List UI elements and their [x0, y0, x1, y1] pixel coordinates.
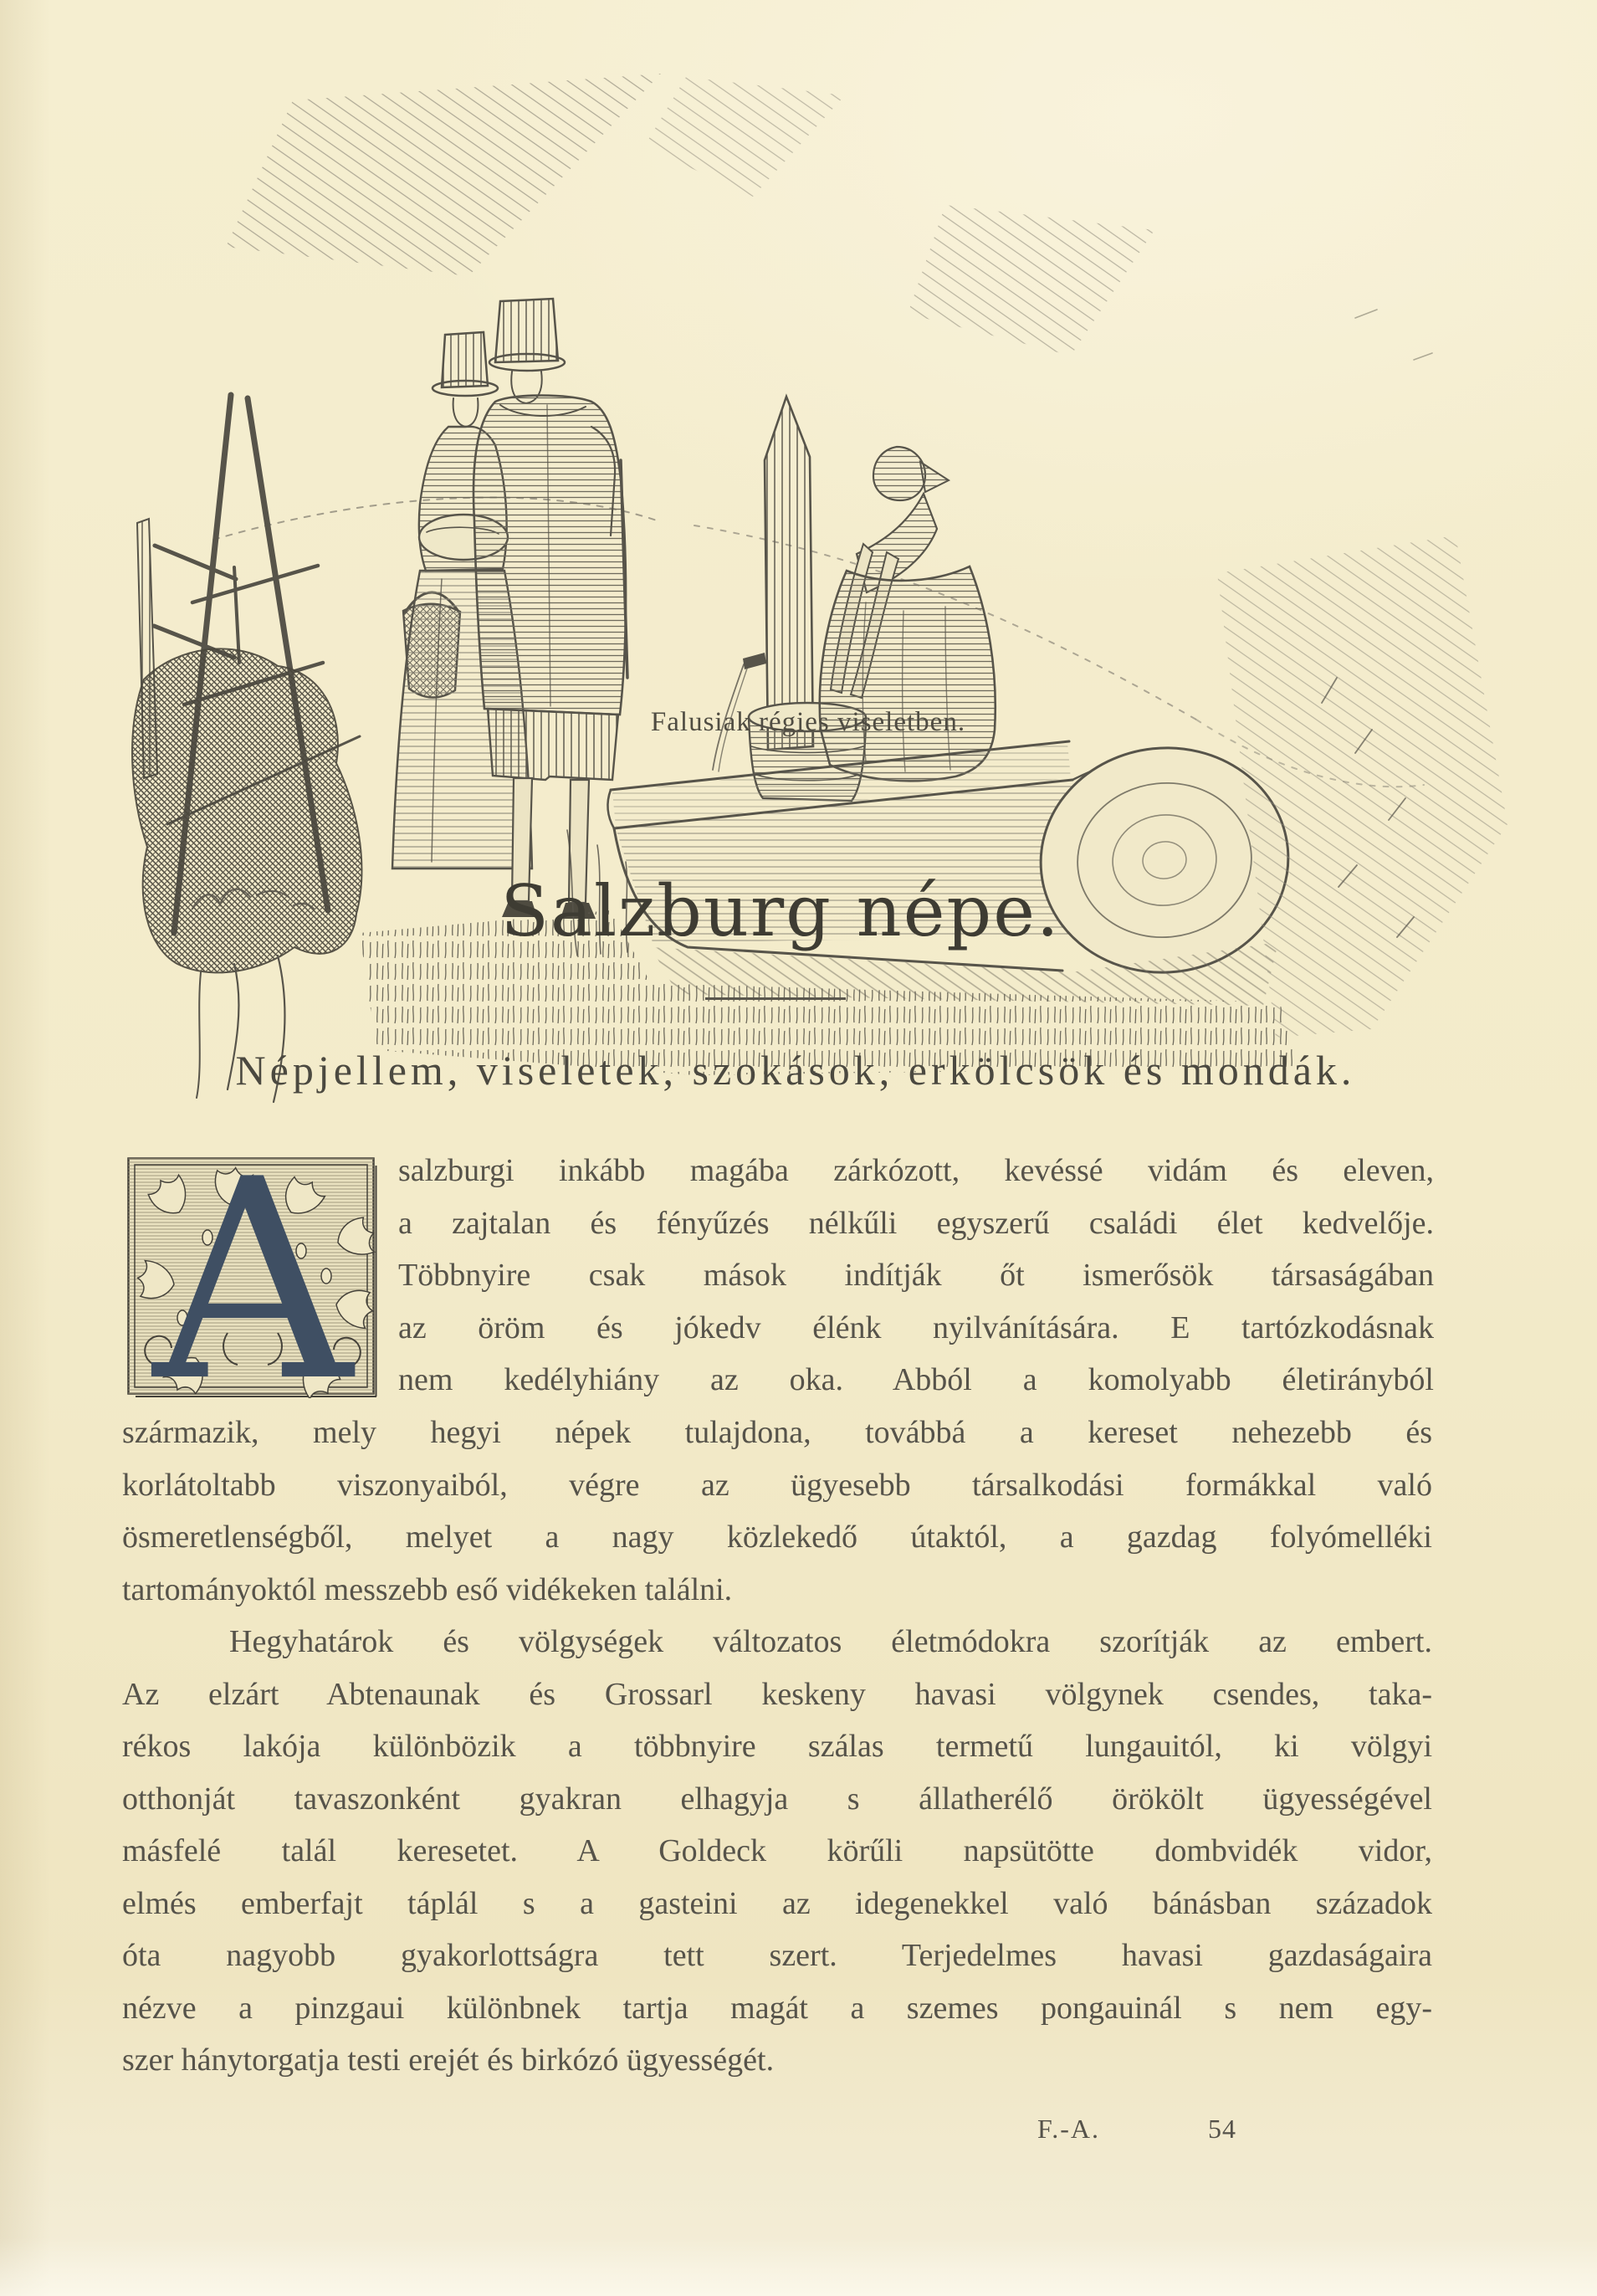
- paragraph-line: korlátoltabb viszonyaiból, végre az ügyesebb társalkodási formákkal való: [122, 1467, 1432, 1503]
- paragraph-line: nézve a pinzgaui különbnek tartja magát a szemes pongauinál s nem egy-: [122, 1990, 1432, 2026]
- drop-cap-letter: A: [152, 1157, 353, 1398]
- paragraph-line: szer hánytorgatja testi erejét és birkózó ügyességét.: [122, 2042, 775, 2078]
- footer-page-number: 54: [1208, 2114, 1236, 2144]
- footer-signature: F.-A.: [1037, 2114, 1100, 2144]
- paragraph-line: az öröm és jókedv élénk nyilvánítására. E tartózkodásnak: [398, 1309, 1434, 1345]
- paragraph-line: óta nagyobb gyakorlottságra tett szert. Terjedelmes havasi gazdaságaira: [122, 1938, 1432, 1973]
- paragraph-line: Az elzárt Abtenaunak és Grossarl keskeny havasi völgynek csendes, taka-: [122, 1676, 1432, 1712]
- illustration-caption: Falusiak régies viseletben.: [650, 707, 966, 737]
- paragraph-line: otthonját tavaszonként gyakran elhagyja s állatherélő örökölt ügyességével: [122, 1781, 1432, 1817]
- villagers-trough-illustration: [109, 67, 1514, 1113]
- paragraph-line: a zajtalan és fényűzés nélkűli egyszerű családi élet kedvelője.: [398, 1205, 1434, 1241]
- paragraph-1-wrapped: [398, 1145, 1434, 1407]
- paragraph-line: másfelé talál keresetet. A Goldeck körűli napsütötte dombvidék vidor,: [122, 1833, 1432, 1868]
- paragraph-line: rékos lakója különbözik a többnyire szálas termetű lungauitól, ki völgyi: [122, 1729, 1432, 1764]
- paragraph-2: [122, 1616, 1432, 2087]
- drop-cap-block: [127, 1157, 378, 1398]
- paragraph-1-full: [122, 1407, 1432, 1616]
- paragraph-line: ösmeretlenségből, melyet a nagy közlekedő útaktól, a gazdag folyómelléki: [122, 1520, 1432, 1555]
- paragraph-line: nem kedélyhiány az oka. Abból a komolyabb életirányból: [398, 1362, 1434, 1397]
- paragraph-line: Hegyhatárok és völgységek változatos életmódokra szorítják az embert.: [229, 1624, 1432, 1659]
- chapter-title: Salzburg népe.: [500, 870, 1061, 952]
- paragraph-line: tartományoktól messzebb eső vidékeken találni.: [122, 1571, 733, 1607]
- paragraph-line: elmés emberfajt táplál s a gasteini az idegenekkel való bánásban századok: [122, 1885, 1432, 1921]
- paragraph-line: származik, mely hegyi népek tulajdona, továbbá a kereset nehezebb és: [122, 1415, 1432, 1450]
- section-subtitle: Népjellem, viseletek, szokások, erkölcsök és mondák.: [235, 1047, 1356, 1094]
- paragraph-line: salzburgi inkább magába zárkózott, kevéssé vidám és eleven,: [398, 1153, 1434, 1188]
- title-divider-rule: [705, 997, 846, 1000]
- paragraph-line: Többnyire csak mások indítják őt ismerősök társaságában: [398, 1258, 1434, 1293]
